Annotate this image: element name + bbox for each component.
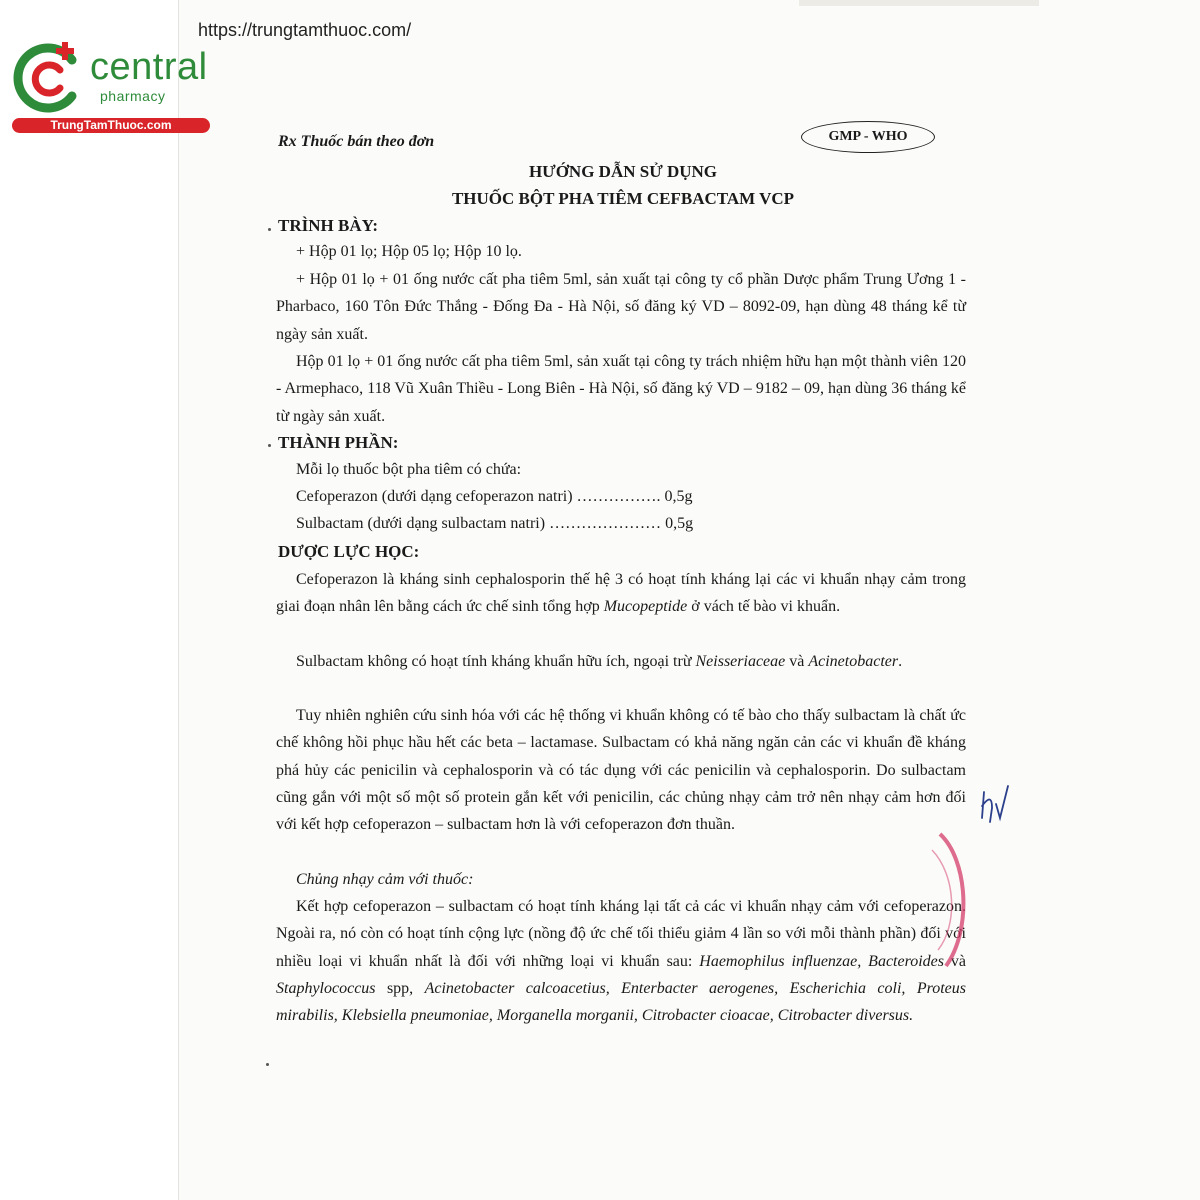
logo-site: TrungTamThuoc.com [12, 118, 210, 133]
handwritten-signature [978, 778, 1018, 828]
rx-label: Rx Thuốc bán theo đơn [278, 133, 435, 150]
sensitive-strains-heading: Chủng nhạy cảm với thuốc: [296, 871, 474, 888]
pharmacodynamics-paragraph: Cefoperazon là kháng sinh cephalosporin thế hệ 3 có hoạt tính kháng lại các vi khuẩn nhạy cảm trong giai đoạn nhân lên bằng cách ức chế sinh tổng hợp Mucopeptide ở vách tế bào vi khuẩn. [276, 571, 966, 616]
section-pharmacodynamics-heading: DƯỢC LỰC HỌC: [278, 542, 420, 561]
composition-item: Cefoperazon (dưới dạng cefoperazon natri) ……………. 0,5g [296, 488, 693, 505]
pharmacodynamics-paragraph: Tuy nhiên nghiên cứu sinh hóa với các hệ thống vi khuẩn không có tế bào cho thấy sulbactam là chất ức chế không hồi phục hầu hết các beta – lactamase. Sulbactam có khả năng ngăn cản các vi khuẩn đề kháng phá hủy các penicilin và cephalosporin và có tác dụng với các penicilin và cephalosporin. Do sulbactam cũng gắn với một số một số protein gắn kết với penicilin, các chủng nhạy cảm trở nên nhạy cảm hơn đối với kết hợp cefoperazon – sulbactam hơn là với cefoperazon đơn thuần. [276, 707, 966, 834]
pharmacy-logo-icon [10, 38, 90, 118]
presentation-paragraph: Hộp 01 lọ + 01 ống nước cất pha tiêm 5ml, sản xuất tại công ty trách nhiệm hữu hạn một thành viên 120 - Armephaco, 118 Vũ Xuân Thiều - Long Biên - Hà Nội, số đăng ký VD – 9182 – 09, hạn dùng 36 tháng kể từ ngày sản xuất. [276, 353, 966, 425]
composition-item: Sulbactam (dưới dạng sulbactam natri) ………………… 0,5g [296, 515, 694, 532]
pharmacodynamics-paragraph: Kết hợp cefoperazon – sulbactam có hoạt tính kháng lại tất cả các vi khuẩn nhạy cảm với cefoperazon. Ngoài ra, nó còn có hoạt tính cộng lực (nồng độ ức chế tối thiểu giảm 4 lần so với mỗi thành phần) đối với nhiều loại vi khuẩn nhất là đối với những loại vi khuẩn sau: Haemophilus influenzae, Bacteroides và Staphylococcus spp, Acinetobacter calcoacetius, Enterbacter aerogenes, Escherichia coli, Proteus mirabilis, Klebsiella pneumoniae, Morganella morganii, Citrobacter cioacae, Citrobacter diversus. [276, 898, 967, 1025]
source-url: https://trungtamthuoc.com/ [198, 20, 412, 40]
logo [10, 38, 210, 138]
presentation-paragraph: + Hộp 01 lọ + 01 ống nước cất pha tiêm 5ml, sản xuất tại công ty cổ phần Dược phẩm Trung Ương 1 - Pharbaco, 160 Tôn Đức Thắng - Đống Đa - Hà Nội, số đăng ký VD – 8092-09, hạn dùng 48 tháng kể từ ngày sản xuất. [276, 271, 966, 343]
margin-mark [266, 1063, 269, 1066]
presentation-line: + Hộp 01 lọ; Hộp 05 lọ; Hộp 10 lọ. [296, 243, 522, 260]
doc-subtitle: THUỐC BỘT PHA TIÊM CEFBACTAM VCP [451, 189, 795, 208]
stamp-edge [920, 830, 980, 970]
pharmacodynamics-paragraph: Sulbactam không có hoạt tính kháng khuẩn hữu ích, ngoại trừ Neisseriaceae và Acinetobacter. [296, 653, 903, 670]
margin-mark [268, 444, 271, 447]
margin-mark [268, 228, 271, 231]
logo-subtitle: pharmacy [100, 88, 166, 104]
section-composition-heading: THÀNH PHẦN: [278, 433, 399, 452]
doc-title: HƯỚNG DẪN SỬ DỤNG [528, 162, 718, 181]
paper-edge [799, 0, 1039, 6]
gmp-badge: GMP - WHO [801, 121, 935, 153]
logo-brand: central [90, 46, 208, 88]
section-presentation-heading: TRÌNH BÀY: [278, 216, 378, 235]
composition-intro: Mỗi lọ thuốc bột pha tiêm có chứa: [296, 461, 522, 478]
